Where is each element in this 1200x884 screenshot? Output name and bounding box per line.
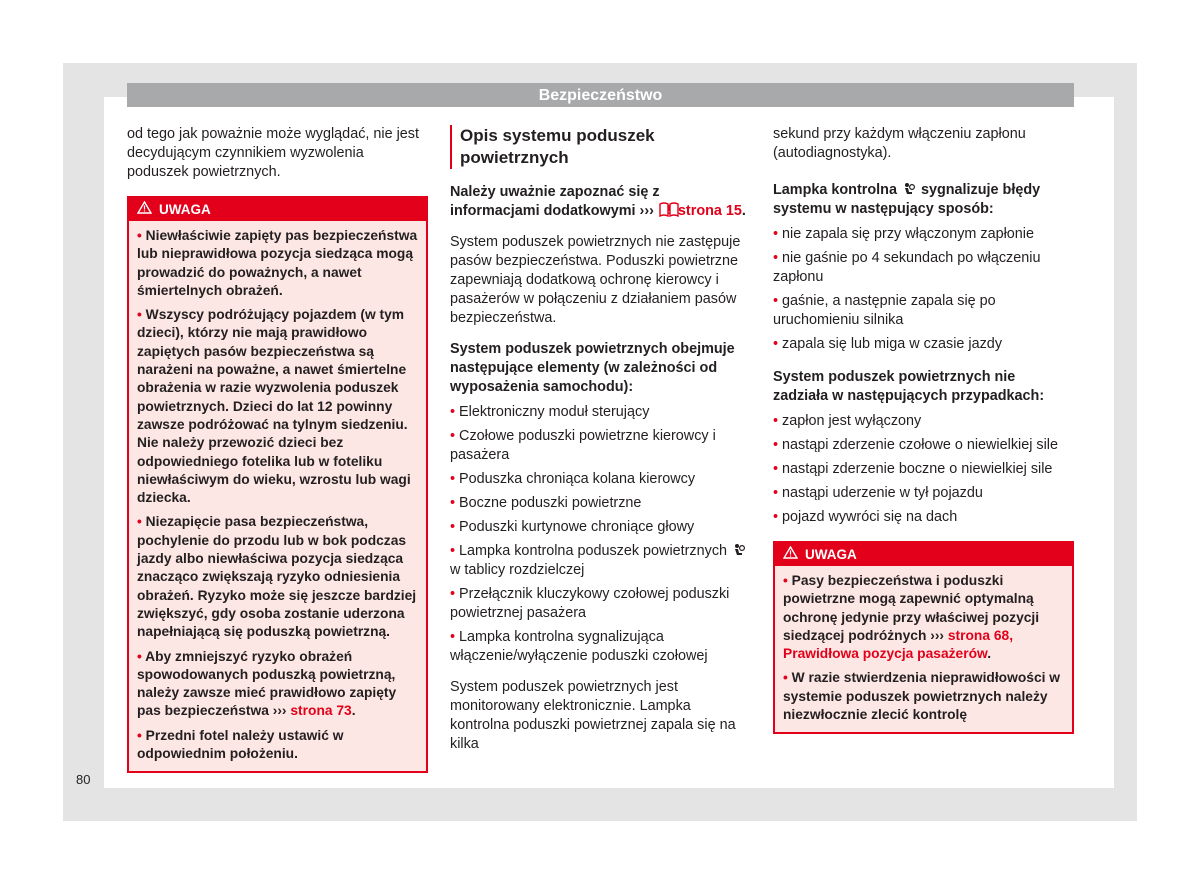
list-item: • zapala się lub miga w czasie jazdy: [773, 336, 1003, 352]
airbag-warning-lamp-icon: [901, 182, 917, 196]
list-item: • Czołowe poduszki powietrzne kierowcy i pasażera: [450, 428, 716, 463]
warning-triangle-icon: [783, 543, 798, 566]
warning-item: • W razie stwierdzenia nieprawidłowości w systemie poduszek powietrznych należy niezwłocznie zlecić kontrolę: [783, 670, 1061, 723]
subheading: System poduszek powietrznych obejmuje następujące elementy (w zależności od wyposażenia samochodu):: [450, 341, 735, 395]
warning-triangle-icon: [137, 198, 152, 221]
warning-item: • Niezapięcie pasa bezpieczeństwa, pochylenie do przodu lub w bok podczas jazdy albo niewłaściwa pozycja siedząca znacząco zwiększają ryzyko odniesienia obrażeń. Ryzyko może się jeszcze bardziej zwiększyć, gdy osoba zostanie uderzona napełniającą się poduszką powietrzną.: [137, 514, 417, 640]
list-item: • Poduszki kurtynowe chroniące głowy: [450, 519, 695, 535]
column-1: [127, 125, 428, 785]
list-item: • Poduszka chroniąca kolana kierowcy: [450, 471, 696, 487]
page-link[interactable]: strona 68, Prawidłowa pozycja pasażerów: [783, 627, 1014, 662]
page-link[interactable]: strona 73: [290, 703, 352, 719]
list-item: • zapłon jest wyłączony: [773, 413, 922, 429]
list-item: • Lampka kontrolna poduszek powietrznych w tablicy rozdzielczej: [450, 542, 750, 580]
intro-paragraph: od tego jak poważnie może wyglądać, nie jest decydującym czynnikiem wyzwolenia poduszek powietrznych.: [127, 126, 419, 180]
warning-body: [775, 566, 1072, 732]
section-title: Opis systemu poduszek powietrznych: [450, 125, 750, 169]
list-item: • pojazd wywróci się na dach: [773, 509, 958, 525]
warning-header: [129, 198, 426, 221]
airbag-warning-lamp-icon: [731, 543, 747, 557]
subheading: Lampka kontrolna sygnalizuje błędy systemu w następujący sposób:: [773, 182, 1041, 217]
warning-item: • Wszyscy podróżujący pojazdem (w tym dzieci), którzy nie mają prawidłowo zapiętych pasów bezpieczeństwa są narażeni na poważne, a nawet śmiertelne obrażenia w razie wyzwolenia poduszek powietrznych. Dzieci do lat 12 powinny zawsze podróżować na tylnym siedzeniu. Nie należy przewozić dzieci bez odpowiedniego fotelika lub w foteliku niewłaściwym do wieku, wzrostu lub wagi dziecka.: [137, 307, 411, 506]
list-item: • Przełącznik kluczykowy czołowej poduszki powietrznej pasażera: [450, 586, 730, 621]
warning-item: • Aby zmniejszyć ryzyko obrażeń spowodowanych poduszką powietrzną, należy zawsze mieć prawidłowo zapięty pas bezpieczeństwa ››› strona 73.: [137, 648, 397, 719]
page-link[interactable]: strona 15: [677, 203, 742, 219]
list-item: • nastąpi uderzenie w tył pojazdu: [773, 485, 983, 501]
reference-note: Należy uważnie zapoznać się z informacjami dodatkowymi ››› strona 15.: [450, 184, 746, 219]
warning-item: • Niewłaściwie zapięty pas bezpieczeństwa lub nieprawidłowa pozycja siedząca mogą prowadzić do poważnych, a nawet śmiertelnych obrażeń.: [137, 228, 418, 298]
list-item: • Lampka kontrolna sygnalizująca włączenie/wyłączenie poduszki czołowej: [450, 629, 708, 664]
book-reference-icon: [658, 202, 674, 216]
list-item: • nie zapala się przy włączonym zapłonie: [773, 226, 1035, 242]
column-3: [773, 125, 1074, 746]
list-item: • nastąpi zderzenie boczne o niewielkiej sile: [773, 461, 1053, 477]
list-item: • nastąpi zderzenie czołowe o niewielkiej sile: [773, 437, 1059, 453]
list-item: • Boczne poduszki powietrzne: [450, 495, 642, 511]
warning-box: [127, 196, 428, 773]
paragraph: System poduszek powietrznych jest monitorowany elektronicznie. Lampka kontrolna poduszki powietrznej zapala się na kilka: [450, 679, 736, 752]
page-header: Bezpieczeństwo: [127, 83, 1074, 107]
paragraph: System poduszek powietrznych nie zastępuje pasów bezpieczeństwa. Poduszki powietrzne zapewniają dodatkową ochronę kierowcy i pasażerów w połączeniu z działaniem pasów bezpieczeństwa.: [450, 234, 741, 326]
warning-label: UWAGA: [159, 202, 211, 217]
column-2: [450, 125, 750, 766]
page-number: 80: [76, 772, 91, 787]
warning-label: UWAGA: [805, 547, 857, 562]
warning-box: [773, 541, 1074, 734]
list-item: • Elektroniczny moduł sterujący: [450, 404, 650, 420]
paragraph: sekund przy każdym włączeniu zapłonu (autodiagnostyka).: [773, 126, 1026, 161]
warning-header: [775, 543, 1072, 566]
warning-item: • Przedni fotel należy ustawić w odpowiednim położeniu.: [137, 727, 344, 762]
list-item: • gaśnie, a następnie zapala się po uruchomieniu silnika: [773, 293, 996, 328]
list-item: • nie gaśnie po 4 sekundach po włączeniu zapłonu: [773, 250, 1041, 285]
warning-body: [129, 221, 426, 771]
subheading: System poduszek powietrznych nie zadziała w następujących przypadkach:: [773, 369, 1045, 404]
warning-item: • Pasy bezpieczeństwa i poduszki powietrzne mogą zapewnić optymalną ochronę jedynie przy właściwej pozycji siedzącej podróżnych ››› strona 68, Prawidłowa pozycja pasażerów.: [783, 573, 1040, 662]
